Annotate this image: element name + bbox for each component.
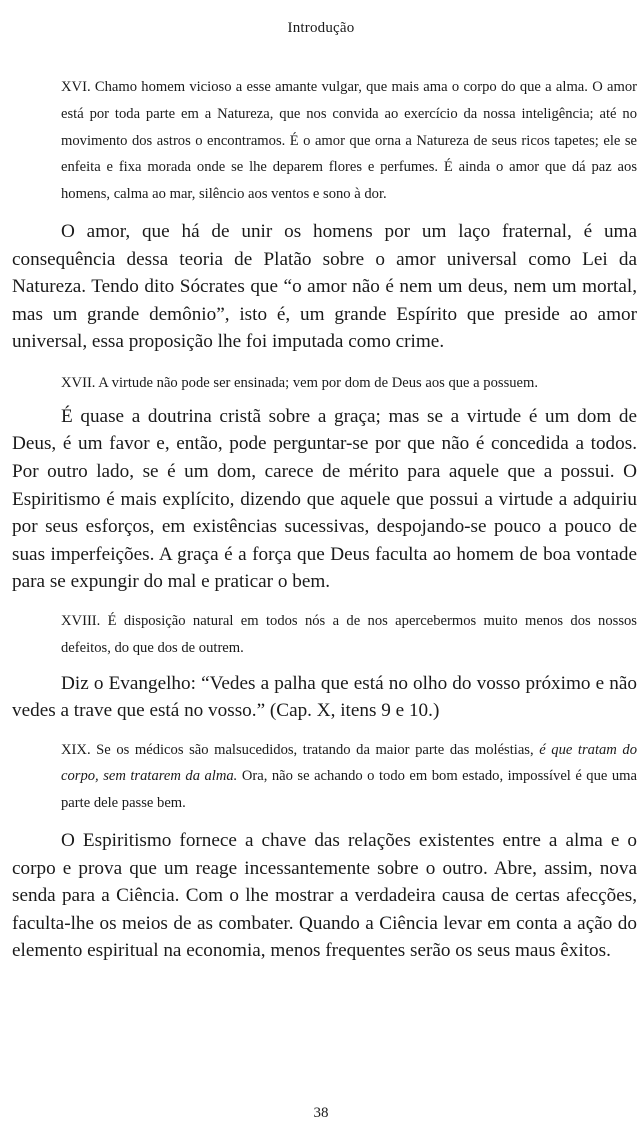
page-body bbox=[12, 74, 637, 965]
quote-xix-italic: é que tratam do corpo, sem tratarem da alma. bbox=[61, 741, 637, 785]
paragraph-2: É quase a doutrina cristã sobre a graça; mas se a virtude é um dom de Deus, é um favor e, então, pode perguntar-se por que não é concedida a todos. Por outro lado, se é um dom, carece de mérito para aquele que a possui. O Espiritismo é mais explícito, dizendo que aquele que possui a virtude a adquiriu por seus esforços, em existências sucessivas, despojando-se pouco a pouco de suas imperfeições. A graça é a força que Deus faculta ao homem de boa vontade para se expungir do mal e praticar o bem. bbox=[12, 405, 637, 593]
running-title: Introdução bbox=[287, 20, 355, 36]
paragraph-1: O amor, que há de unir os homens por um laço fraternal, é uma consequência dessa teoria de Platão sobre o amor universal como Lei da Natureza. Tendo dito Sócrates que “o amor não é nem um deus, nem um mortal, mas um grande demônio”, isto é, um grande Espírito que preside ao amor universal, essa proposição lhe foi imputada como crime. bbox=[12, 220, 637, 353]
paragraph-3: Diz o Evangelho: “Vedes a palha que está no olho do vosso próximo e não vedes a trave que está no vosso.” (Cap. X, itens 9 e 10.) bbox=[12, 672, 637, 722]
paragraph-4: O Espiritismo fornece a chave das relações existentes entre a alma e o corpo e prova que um reage incessantemente sobre o outro. Abre, assim, nova senda para a Ciência. Com o lhe mostrar a verdadeira causa de certas afecções, faculta-lhe os meios de as combater. Quando a Ciência levar em conta a ação do elemento espiritual na economia, menos frequentes serão os seus maus êxitos. bbox=[12, 830, 637, 962]
quote-xix-end: Ora, não se achando o todo em bom estado, impossível é que uma parte dele passe bem. bbox=[61, 768, 638, 812]
page-number: 38 bbox=[313, 1105, 329, 1121]
quote-xix bbox=[61, 737, 637, 817]
quote-xviii: XVIII. É disposição natural em todos nós a de nos apercebermos muito menos dos nossos defeitos, do que dos de outrem. bbox=[61, 612, 637, 656]
quote-xvii: XVII. A virtude não pode ser ensinada; vem por dom de Deus aos que a possuem. bbox=[61, 374, 539, 391]
quote-xvi: XVI. Chamo homem vicioso a esse amante vulgar, que mais ama o corpo do que a alma. O amor está por toda parte em a Natureza, que nos convida ao exercício da nossa inteligência; até no movimento dos astros o encontramos. É o amor que orna a Natureza de seus ricos tapetes; ele se enfeita e fixa morada onde se lhe deparem flores e perfumes. É ainda o amor que dá paz aos homens, calma ao mar, silêncio aos ventos e sono à dor. bbox=[61, 79, 637, 203]
quote-xix-start: XIX. Se os médicos são malsucedidos, tratando da maior parte das moléstias, bbox=[61, 741, 540, 758]
